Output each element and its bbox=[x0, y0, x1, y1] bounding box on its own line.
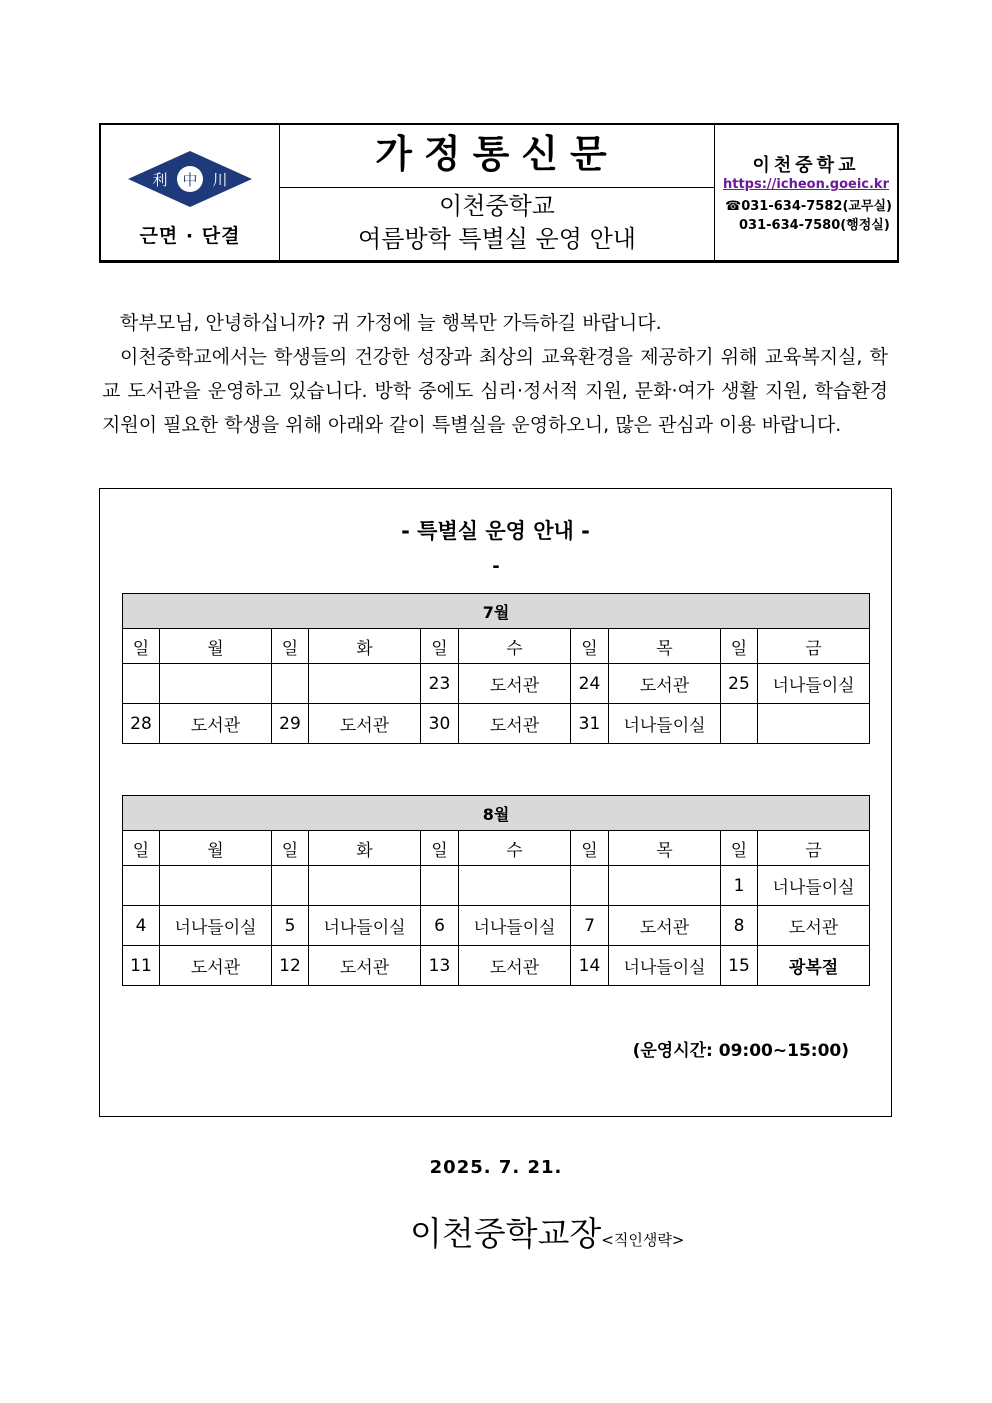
date-cell: 14 bbox=[571, 946, 609, 986]
seal-note: <직인생략> bbox=[601, 1231, 685, 1249]
date-cell bbox=[123, 664, 160, 704]
room-cell bbox=[758, 704, 870, 744]
day-column-header: 일 bbox=[421, 831, 459, 866]
room-cell: 너나들이실 bbox=[609, 704, 721, 744]
weekday-header: 월 bbox=[160, 831, 272, 866]
room-cell: 도서관 bbox=[609, 906, 721, 946]
weekday-header: 화 bbox=[309, 629, 421, 664]
august-month-label: 8월 bbox=[123, 796, 870, 831]
principal-signature bbox=[410, 1208, 684, 1255]
july-month-label: 7월 bbox=[123, 594, 870, 629]
room-cell bbox=[160, 664, 272, 704]
day-column-header: 일 bbox=[421, 629, 459, 664]
date-cell bbox=[272, 664, 309, 704]
weekday-header: 금 bbox=[758, 831, 870, 866]
date-cell: 7 bbox=[571, 906, 609, 946]
table-row bbox=[123, 704, 870, 744]
notice-dash: - bbox=[492, 556, 500, 577]
principal-title: 이천중학교장 bbox=[410, 1214, 602, 1253]
date-cell: 30 bbox=[421, 704, 459, 744]
table-row bbox=[123, 664, 870, 704]
page-title: 가정통신문 bbox=[280, 125, 714, 188]
room-cell: 도서관 bbox=[459, 946, 571, 986]
room-cell: 도서관 bbox=[309, 704, 421, 744]
phone-office: ☎031-634-7582(교무실) bbox=[725, 199, 892, 214]
weekday-header: 월 bbox=[160, 629, 272, 664]
room-cell bbox=[309, 866, 421, 906]
date-cell bbox=[721, 704, 758, 744]
school-emblem-cell bbox=[101, 125, 280, 260]
date-cell: 4 bbox=[123, 906, 160, 946]
room-cell: 도서관 bbox=[309, 946, 421, 986]
room-cell: 광복절 bbox=[758, 946, 870, 986]
school-logo-icon bbox=[127, 149, 253, 209]
school-motto: 근면 · 단결 bbox=[139, 225, 241, 247]
contact-school-name: 이천중학교 bbox=[752, 155, 860, 176]
body-paragraph: 이천중학교에서는 학생들의 건강한 성장과 최상의 교육환경을 제공하기 위해 교육복지실, 학교 도서관을 운영하고 있습니다. 방학 중에도 심리·정서적 지원, 문화·여가 생활 지원, 학습환경 지원이 필요한 학생을 위해 아래와 같이 특별실을 운영하오니, 많은 관심과 이용 바랍니다. bbox=[102, 346, 888, 436]
room-cell: 너나들이실 bbox=[609, 946, 721, 986]
phone-admin: 031-634-7580(행정실) bbox=[739, 218, 890, 233]
operating-hours: (운영시간: 09:00~15:00) bbox=[632, 1041, 849, 1061]
title-cell bbox=[280, 125, 715, 260]
weekday-header: 목 bbox=[609, 629, 721, 664]
contact-cell bbox=[715, 125, 897, 260]
table-row bbox=[123, 946, 870, 986]
day-column-header: 일 bbox=[721, 831, 758, 866]
greeting-paragraph: 학부모님, 안녕하십니까? 귀 가정에 늘 행복만 가득하길 바랍니다. bbox=[120, 312, 662, 334]
date-cell: 11 bbox=[123, 946, 160, 986]
room-cell bbox=[309, 664, 421, 704]
day-column-header: 일 bbox=[571, 831, 609, 866]
date-cell: 15 bbox=[721, 946, 758, 986]
day-column-header: 일 bbox=[123, 831, 160, 866]
day-column-header: 일 bbox=[123, 629, 160, 664]
date-cell: 29 bbox=[272, 704, 309, 744]
school-website-link[interactable]: https://icheon.goeic.kr bbox=[723, 177, 889, 192]
day-column-header: 일 bbox=[571, 629, 609, 664]
table-row bbox=[123, 866, 870, 906]
room-cell: 도서관 bbox=[459, 704, 571, 744]
weekday-header: 화 bbox=[309, 831, 421, 866]
date-cell: 25 bbox=[721, 664, 758, 704]
july-schedule-table bbox=[122, 593, 870, 744]
room-cell: 도서관 bbox=[459, 664, 571, 704]
date-cell: 31 bbox=[571, 704, 609, 744]
date-cell: 8 bbox=[721, 906, 758, 946]
title-subject: 여름방학 특별실 운영 안내 bbox=[358, 225, 636, 253]
day-column-header: 일 bbox=[272, 831, 309, 866]
room-cell: 너나들이실 bbox=[160, 906, 272, 946]
notice-title: - 특별실 운영 안내 - bbox=[401, 519, 590, 543]
room-cell bbox=[609, 866, 721, 906]
room-cell: 도서관 bbox=[160, 704, 272, 744]
date-cell: 28 bbox=[123, 704, 160, 744]
logo-char: 川 bbox=[212, 171, 228, 189]
title-school-name: 이천중학교 bbox=[439, 192, 555, 220]
date-cell: 23 bbox=[421, 664, 459, 704]
weekday-header: 수 bbox=[459, 629, 571, 664]
date-cell: 6 bbox=[421, 906, 459, 946]
date-cell: 1 bbox=[721, 866, 758, 906]
logo-char: 利 bbox=[152, 171, 168, 189]
day-column-header: 일 bbox=[721, 629, 758, 664]
room-cell: 너나들이실 bbox=[309, 906, 421, 946]
logo-char: 中 bbox=[182, 171, 198, 189]
issue-date: 2025. 7. 21. bbox=[429, 1157, 563, 1178]
day-column-header: 일 bbox=[272, 629, 309, 664]
room-cell: 너나들이실 bbox=[459, 906, 571, 946]
date-cell bbox=[421, 866, 459, 906]
weekday-header: 목 bbox=[609, 831, 721, 866]
room-cell: 너나들이실 bbox=[758, 664, 870, 704]
room-cell bbox=[459, 866, 571, 906]
date-cell bbox=[272, 866, 309, 906]
room-cell bbox=[160, 866, 272, 906]
august-schedule-table bbox=[122, 795, 870, 986]
date-cell bbox=[571, 866, 609, 906]
room-cell: 도서관 bbox=[609, 664, 721, 704]
date-cell bbox=[123, 866, 160, 906]
intro-text bbox=[102, 306, 888, 442]
date-cell: 13 bbox=[421, 946, 459, 986]
room-cell: 너나들이실 bbox=[758, 866, 870, 906]
room-cell: 도서관 bbox=[160, 946, 272, 986]
letter-header bbox=[99, 123, 899, 263]
date-cell: 12 bbox=[272, 946, 309, 986]
room-cell: 도서관 bbox=[758, 906, 870, 946]
date-cell: 24 bbox=[571, 664, 609, 704]
date-cell: 5 bbox=[272, 906, 309, 946]
table-row bbox=[123, 906, 870, 946]
weekday-header: 금 bbox=[758, 629, 870, 664]
weekday-header: 수 bbox=[459, 831, 571, 866]
